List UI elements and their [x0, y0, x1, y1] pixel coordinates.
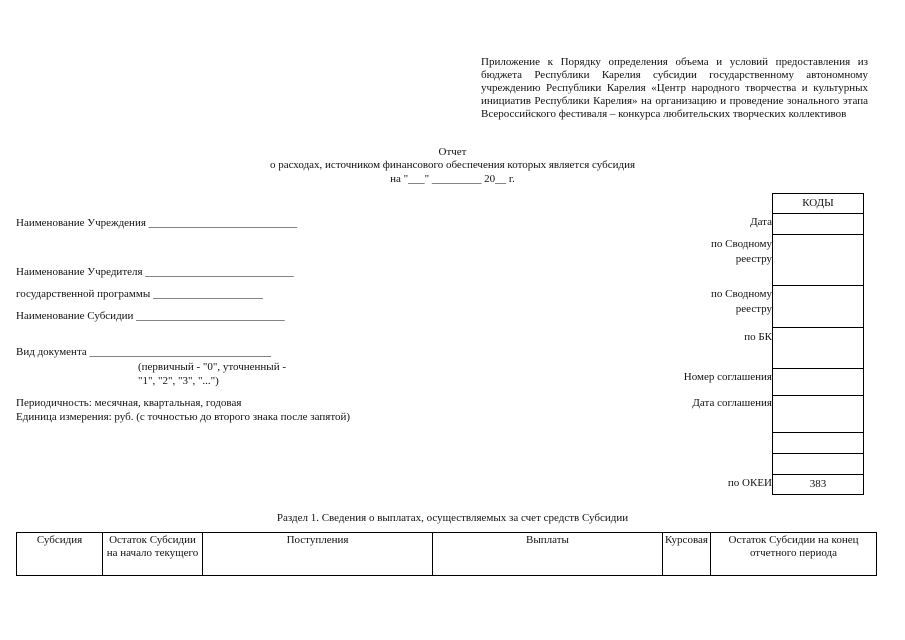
report-subtitle: о расходах, источником финансового обеспечения которых является субсидия: [269, 159, 636, 171]
column-header: Остаток Субсидии на начало текущего: [103, 533, 203, 576]
label-register: по Сводному: [710, 238, 772, 250]
codes-header: КОДЫ: [773, 194, 864, 214]
code-cell-empty: [773, 433, 864, 454]
column-header: Остаток Субсидии на конец отчетного периода: [711, 533, 877, 576]
field-institution: Наименование Учреждения ___________________________: [16, 217, 298, 229]
doc-type-hint: (первичный - "0", уточненный -: [138, 361, 286, 373]
label-date: Дата: [750, 216, 772, 228]
section1-table: [16, 532, 877, 576]
codes-table: [772, 193, 864, 495]
section-title: Раздел 1. Сведения о выплатах, осуществляемых за счет средств Субсидии: [276, 512, 629, 524]
label-register: реестру: [735, 253, 772, 265]
code-cell-bk: [773, 328, 864, 369]
code-cell-agreement-number: [773, 369, 864, 396]
field-program: государственной программы ____________________: [16, 288, 263, 300]
doc-type-hint: "1", "2", "3", "..."): [138, 375, 219, 387]
column-header: Поступления: [203, 533, 433, 576]
label-register: по Сводному: [710, 288, 772, 300]
field-subsidy: Наименование Субсидии ___________________________: [16, 310, 285, 322]
report-title: Отчет: [438, 146, 467, 158]
column-header: Выплаты: [433, 533, 663, 576]
code-cell-register: [773, 235, 864, 286]
column-header: Субсидия: [17, 533, 103, 576]
code-cell-date: [773, 214, 864, 235]
label-okei: по ОКЕИ: [727, 477, 772, 489]
label-agreement-date: Дата соглашения: [692, 397, 772, 409]
code-cell-empty: [773, 454, 864, 475]
label-register: реестру: [735, 303, 772, 315]
appendix-text: Приложение к Порядку определения объема и условий предоставления из бюджета Республики Карелия субсидии государственному автономному учреждению Республики Карелия «Центр народного творчества и культурных инициатив Республики Карелия» на организацию и проведение зонального этапа Всероссийского фестиваля – конкурса любительских творческих коллективов: [481, 56, 868, 120]
code-cell-register: [773, 286, 864, 328]
report-date-line: на "___" _________ 20__ г.: [390, 173, 515, 185]
label-bk: по БК: [744, 331, 772, 343]
field-unit: Единица измерения: руб. (с точностью до второго знака после запятой): [16, 411, 351, 423]
field-founder: Наименование Учредителя ___________________________: [16, 266, 294, 278]
field-doc-type: Вид документа _________________________________: [16, 346, 272, 358]
field-periodicity: Периодичность: месячная, квартальная, годовая: [16, 397, 242, 409]
label-agreement-number: Номер соглашения: [683, 371, 772, 383]
column-header: Курсовая: [663, 533, 711, 576]
code-cell-okei: 383: [773, 475, 864, 495]
code-cell-agreement-date: [773, 396, 864, 433]
